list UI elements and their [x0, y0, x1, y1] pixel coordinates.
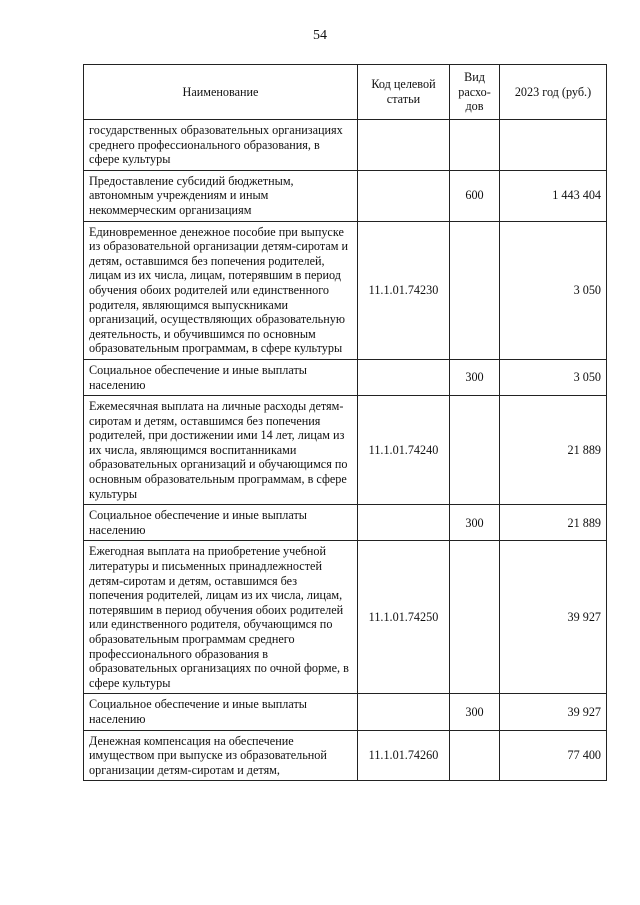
row-code: 11.1.01.74230 [358, 221, 450, 359]
table-row [84, 396, 607, 505]
row-code [358, 505, 450, 541]
row-name: Социальное обеспечение и иные выплаты населению [84, 359, 358, 395]
table-row [84, 694, 607, 730]
row-code: 11.1.01.74250 [358, 541, 450, 694]
row-name: Предоставление субсидий бюджетным, автономным учреждениям и иным некоммерческим организациям [84, 170, 358, 221]
row-amount: 39 927 [500, 694, 607, 730]
row-kind [450, 730, 500, 781]
table-header-row [84, 65, 607, 120]
row-code: 11.1.01.74240 [358, 396, 450, 505]
row-name: Ежегодная выплата на приобретение учебной литературы и письменных принадлежностей детям-сиротам и детям, оставшимся без попечения родителей, лицам из их числа, лицам, потерявшим в период обучения обоих родителей или единственного родителя, обучающимся по образовательным программам среднего профессионального образования в образовательных организациях по очной форме, в сфере культуры [84, 541, 358, 694]
row-code [358, 694, 450, 730]
row-code [358, 359, 450, 395]
row-name: Социальное обеспечение и иные выплаты населению [84, 694, 358, 730]
row-code: 11.1.01.74260 [358, 730, 450, 781]
row-name: Ежемесячная выплата на личные расходы детям-сиротам и детям, оставшимся без попечения родителей, при достижении ими 14 лет, лицам из их числа, являющимся воспитанниками образовательных организаций и обучающимся по основным образовательным программам, в сфере культуры [84, 396, 358, 505]
table-row [84, 359, 607, 395]
header-kind: Вид расхо-дов [450, 65, 500, 120]
row-code [358, 170, 450, 221]
row-amount: 21 889 [500, 396, 607, 505]
row-kind [450, 120, 500, 171]
table-row [84, 730, 607, 781]
row-name: государственных образовательных организациях среднего профессионального образования, в сфере культуры [84, 120, 358, 171]
row-amount: 3 050 [500, 359, 607, 395]
row-amount: 1 443 404 [500, 170, 607, 221]
table-row [84, 170, 607, 221]
page-number: 54 [313, 28, 327, 43]
row-amount [500, 120, 607, 171]
budget-table [83, 64, 607, 781]
row-amount: 39 927 [500, 541, 607, 694]
row-kind [450, 221, 500, 359]
row-kind: 600 [450, 170, 500, 221]
row-code [358, 120, 450, 171]
row-kind: 300 [450, 359, 500, 395]
row-name: Социальное обеспечение и иные выплаты населению [84, 505, 358, 541]
row-kind [450, 396, 500, 505]
header-name: Наименование [84, 65, 358, 120]
row-kind: 300 [450, 505, 500, 541]
table-row [84, 120, 607, 171]
table-row [84, 221, 607, 359]
row-kind: 300 [450, 694, 500, 730]
header-amount: 2023 год (руб.) [500, 65, 607, 120]
row-name: Денежная компенсация на обеспечение имуществом при выпуске из образовательной организации детям-сиротам и детям, [84, 730, 358, 781]
header-code: Код целевой статьи [358, 65, 450, 120]
table-row [84, 505, 607, 541]
row-amount: 21 889 [500, 505, 607, 541]
row-amount: 3 050 [500, 221, 607, 359]
row-name: Единовременное денежное пособие при выпуске из образовательной организации детям-сиротам и детям, оставшимся без попечения родителей, лицам из их числа, лицам, потерявшим в период обучения обоих родителей или единственного родителя, являющимся выпускниками организаций, осуществляющих образовательную деятельность, и обучившимся по основным образовательным программам, в сфере культуры [84, 221, 358, 359]
table-row [84, 541, 607, 694]
row-amount: 77 400 [500, 730, 607, 781]
row-kind [450, 541, 500, 694]
